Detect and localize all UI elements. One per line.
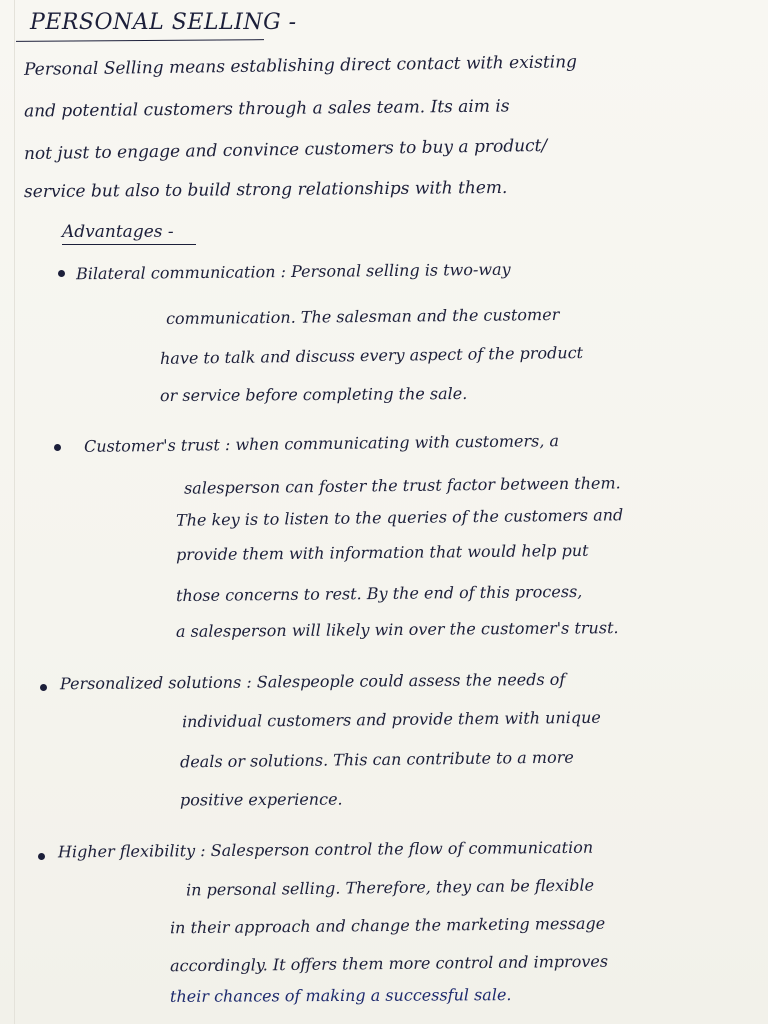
margin-line	[14, 0, 15, 1024]
advantage-line: individual customers and provide them with unique	[181, 707, 601, 732]
advantage-line: in personal selling. Therefore, they can be flexible	[185, 875, 595, 900]
bullet-dot	[54, 444, 61, 451]
advantages-heading: Advantages -	[62, 222, 174, 242]
advantage-term: Personalized solutions :	[59, 672, 252, 694]
advantage-item-personalized	[60, 670, 565, 693]
advantage-line: deals or solutions. This can contribute to a more	[179, 747, 574, 772]
intro-line: not just to engage and convince customers to buy a product/	[23, 135, 548, 165]
advantage-text: Personal selling is two-way	[290, 259, 511, 282]
advantages-underline	[62, 244, 196, 245]
advantage-line: their chances of making a successful sale.	[169, 985, 512, 1006]
title-underline	[16, 39, 264, 42]
advantage-line: in their approach and change the marketing message	[169, 913, 606, 938]
bullet-dot	[40, 684, 47, 691]
advantage-text: Salesperson control the flow of communication	[210, 837, 594, 861]
advantage-term: Customer's trust :	[83, 435, 231, 456]
advantage-text: Salespeople could assess the needs of	[256, 669, 566, 692]
intro-line: Personal Selling means establishing direct contact with existing	[23, 52, 578, 80]
advantage-line: or service before completing the sale.	[159, 383, 468, 406]
advantage-text: when communicating with customers, a	[235, 431, 560, 455]
advantage-item-flexibility	[58, 838, 593, 862]
advantage-line: have to talk and discuss every aspect of the product	[159, 343, 584, 368]
intro-line: service but also to build strong relationships with them.	[23, 177, 508, 203]
intro-line: and potential customers through a sales team. Its aim is	[23, 96, 510, 122]
advantage-item-trust	[84, 431, 559, 456]
bullet-dot	[58, 270, 65, 277]
advantage-line: communication. The salesman and the customer	[165, 304, 560, 329]
advantage-term: Higher flexibility :	[57, 841, 206, 862]
advantage-line: positive experience.	[179, 789, 343, 810]
advantage-item-bilateral	[76, 260, 511, 284]
advantage-line: those concerns to rest. By the end of this process,	[175, 581, 583, 606]
advantage-line: salesperson can foster the trust factor between them.	[183, 473, 621, 498]
bullet-dot	[38, 853, 45, 860]
advantage-line: accordingly. It offers them more control and improves	[169, 951, 609, 976]
advantage-line: a salesperson will likely win over the customer's trust.	[175, 618, 619, 641]
page-title: PERSONAL SELLING -	[30, 10, 297, 35]
advantage-line: The key is to listen to the queries of the customers and	[175, 505, 624, 530]
advantage-term: Bilateral communication :	[75, 262, 287, 284]
advantage-line: provide them with information that would help put	[175, 540, 589, 565]
